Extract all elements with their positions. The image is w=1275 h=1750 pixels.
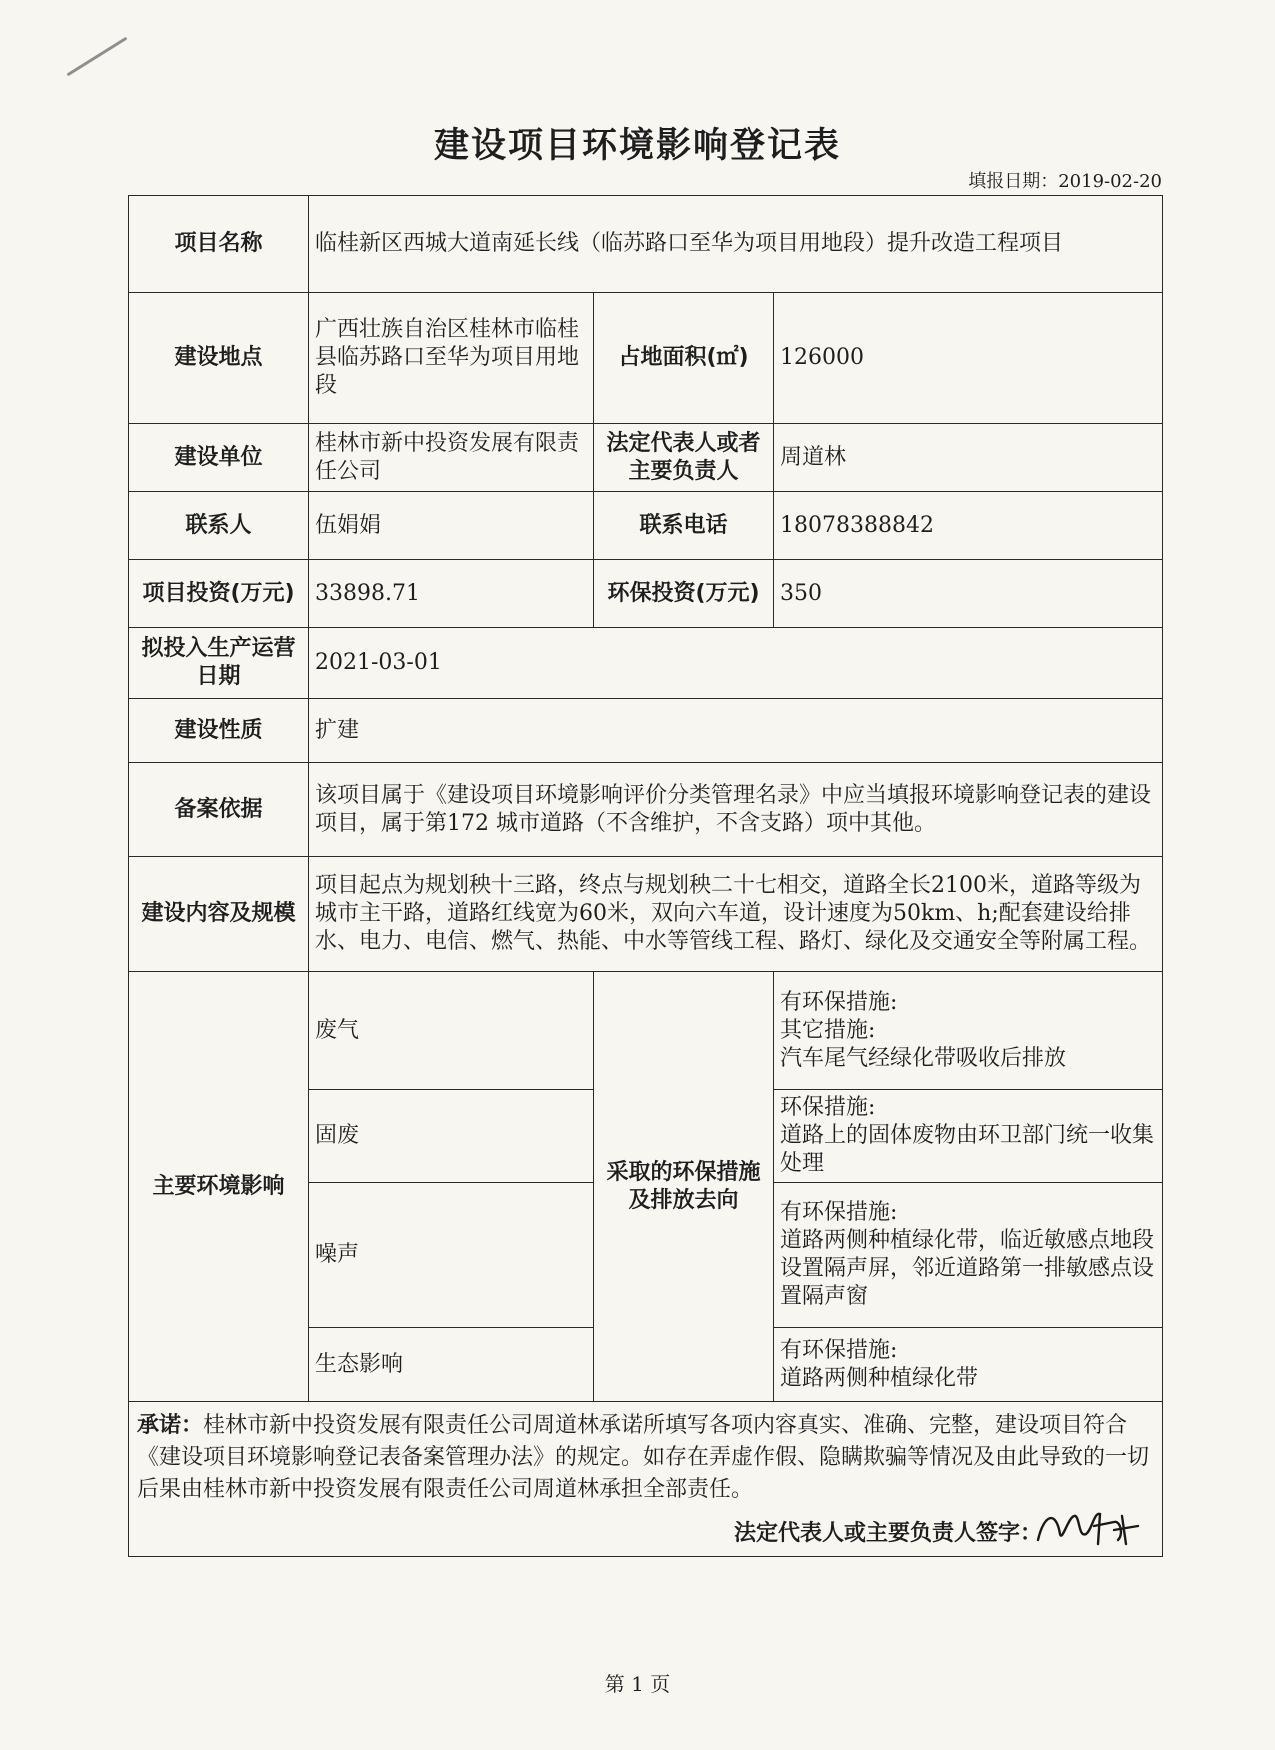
registration-form bbox=[128, 195, 1163, 1557]
project-name-value: 临桂新区西城大道南延长线（临苏路口至华为项目用地段）提升改造工程项目 bbox=[309, 196, 1163, 293]
row-unit bbox=[129, 424, 1163, 492]
phone-label: 联系电话 bbox=[594, 492, 774, 560]
page-number: 第 1 页 bbox=[604, 1672, 671, 1696]
nature-value: 扩建 bbox=[309, 699, 1163, 763]
phone-value: 18078388842 bbox=[774, 492, 1163, 560]
legal-rep-label: 法定代表人或者主要负责人 bbox=[594, 424, 774, 492]
staple-mark bbox=[67, 37, 128, 77]
fill-date: 填报日期：2019-02-20 bbox=[968, 171, 1162, 192]
row-start-date bbox=[129, 628, 1163, 699]
impact-item-name: 噪声 bbox=[309, 1183, 594, 1328]
start-date-value: 2021-03-01 bbox=[309, 628, 1163, 699]
project-name-label: 项目名称 bbox=[129, 196, 309, 293]
promise-label: 承诺： bbox=[137, 1413, 204, 1438]
row-contact bbox=[129, 492, 1163, 560]
promise-body: 桂林市新中投资发展有限责任公司周道林承诺所填写各项内容真实、准确、完整，建设项目符合《建设项目环境影响登记表备案管理办法》的规定。如存在弄虚作假、隐瞒欺骗等情况及由此导致的一切后果由桂林市新中投资发展有限责任公司周道林承担全部责任。 bbox=[137, 1413, 1150, 1502]
row-basis bbox=[129, 763, 1163, 857]
investment-label: 项目投资(万元) bbox=[129, 560, 309, 628]
page-title: 建设项目环境影响登记表 bbox=[433, 125, 841, 166]
unit-value: 桂林市新中投资发展有限责任公司 bbox=[309, 424, 594, 492]
env-investment-label: 环保投资(万元) bbox=[594, 560, 774, 628]
impact-item-name: 固废 bbox=[309, 1090, 594, 1183]
unit-label: 建设单位 bbox=[129, 424, 309, 492]
location-value: 广西壮族自治区桂林市临桂县临苏路口至华为项目用地段 bbox=[309, 293, 594, 424]
promise-text bbox=[129, 1402, 1162, 1510]
impact-item-measure: 环保措施: 道路上的固体废物由环卫部门统一收集处理 bbox=[774, 1090, 1163, 1183]
start-date-label: 拟投入生产运营日期 bbox=[129, 628, 309, 699]
row-promise bbox=[129, 1402, 1163, 1557]
area-label: 占地面积(㎡) bbox=[594, 293, 774, 424]
signature-label: 法定代表人或主要负责人签字： bbox=[733, 1521, 1042, 1546]
impact-item-name: 生态影响 bbox=[309, 1328, 594, 1402]
contact-value: 伍娟娟 bbox=[309, 492, 594, 560]
row-impact-gas bbox=[129, 972, 1163, 1090]
basis-value: 该项目属于《建设项目环境影响评价分类管理名录》中应当填报环境影响登记表的建设项目，属于第172 城市道路（不含维护，不含支路）项中其他。 bbox=[309, 763, 1163, 857]
impact-item-measure: 有环保措施: 其它措施: 汽车尾气经绿化带吸收后排放 bbox=[774, 972, 1163, 1090]
impact-item-measure: 有环保措施: 道路两侧种植绿化带 bbox=[774, 1328, 1163, 1402]
area-value: 126000 bbox=[774, 293, 1163, 424]
content-value: 项目起点为规划秧十三路，终点与规划秧二十七相交，道路全长2100米，道路等级为城市主干路，道路红线宽为60米，双向六车道，设计速度为50km、h;配套建设给排水、电力、电信、燃气、热能、中水等管线工程、路灯、绿化及交通安全等附属工程。 bbox=[309, 857, 1163, 972]
legal-rep-value: 周道林 bbox=[774, 424, 1163, 492]
location-label: 建设地点 bbox=[129, 293, 309, 424]
row-nature bbox=[129, 699, 1163, 763]
contact-label: 联系人 bbox=[129, 492, 309, 560]
nature-label: 建设性质 bbox=[129, 699, 309, 763]
impact-item-name: 废气 bbox=[309, 972, 594, 1090]
impact-label: 主要环境影响 bbox=[129, 972, 309, 1402]
measures-label: 采取的环保措施及排放去向 bbox=[594, 972, 774, 1402]
row-content bbox=[129, 857, 1163, 972]
impact-item-measure: 有环保措施: 道路两侧种植绿化带，临近敏感点地段设置隔声屏，邻近道路第一排敏感点设置隔声窗 bbox=[774, 1183, 1163, 1328]
row-project-name bbox=[129, 196, 1163, 293]
env-investment-value: 350 bbox=[774, 560, 1163, 628]
investment-value: 33898.71 bbox=[309, 560, 594, 628]
handwritten-signature bbox=[1034, 1504, 1144, 1548]
signature-line bbox=[129, 1510, 1162, 1556]
basis-label: 备案依据 bbox=[129, 763, 309, 857]
row-investment bbox=[129, 560, 1163, 628]
row-location bbox=[129, 293, 1163, 424]
content-label: 建设内容及规模 bbox=[129, 857, 309, 972]
